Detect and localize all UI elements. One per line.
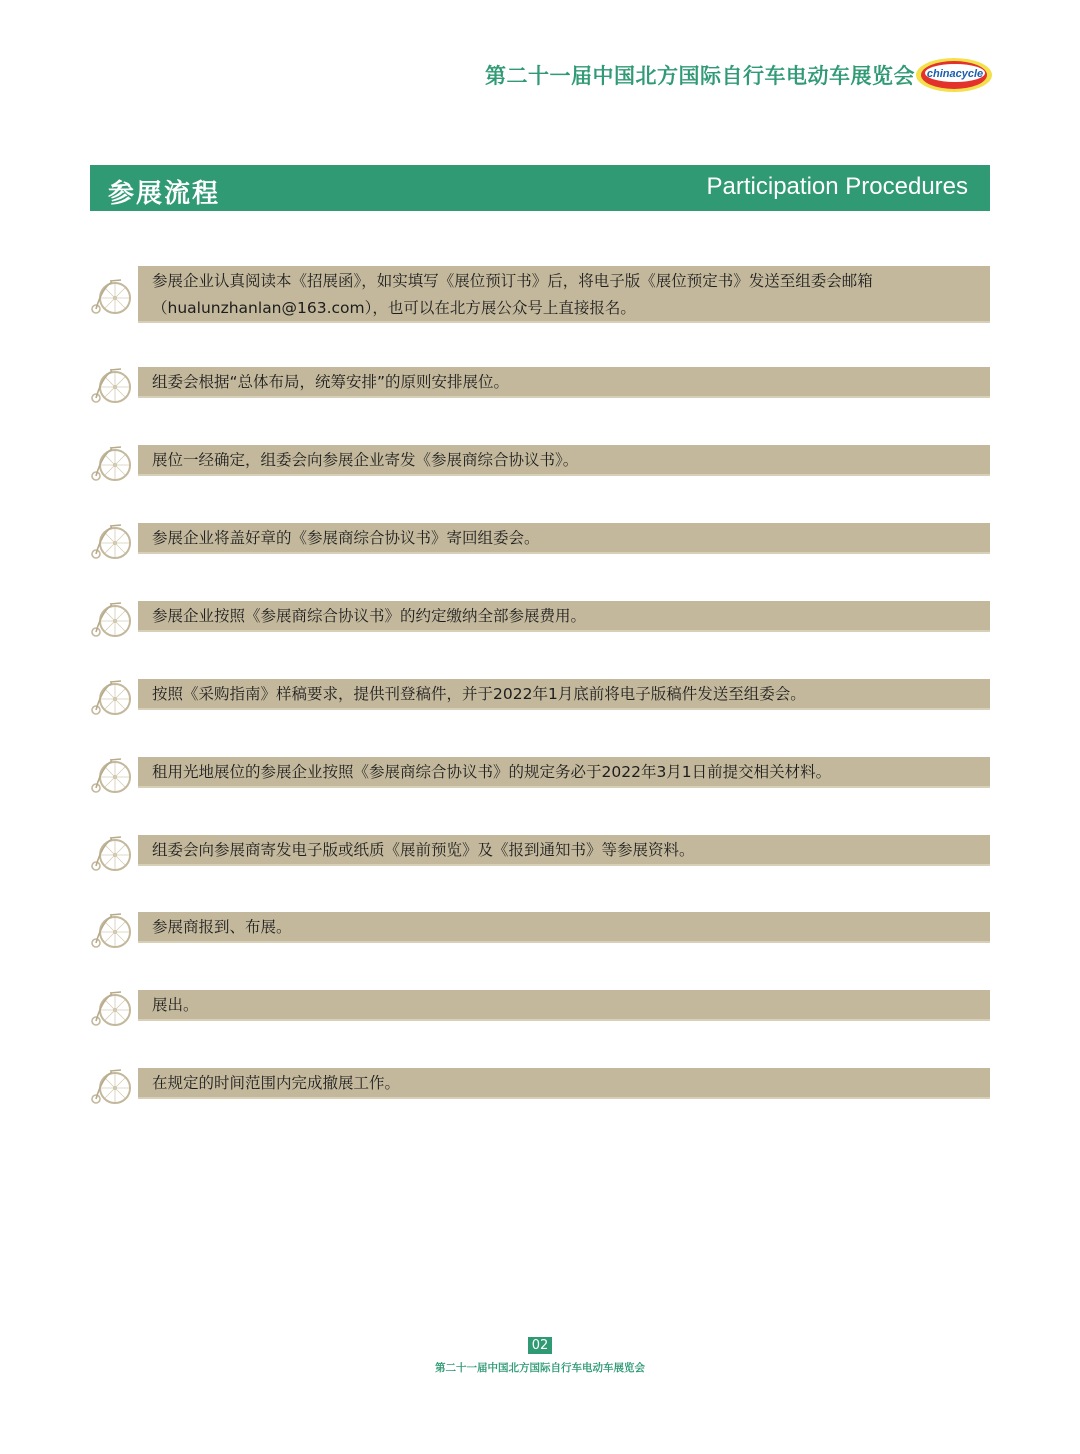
section-banner [90, 165, 990, 211]
page-number: 02 [528, 1337, 552, 1354]
penny-farthing-bicycle-icon [90, 831, 134, 873]
penny-farthing-bicycle-icon [90, 675, 134, 717]
step-item [90, 1068, 990, 1099]
step-text-line: （hualunzhanlan@163.com），也可以在北方展公众号上直接报名。 [152, 299, 636, 317]
step-text: 组委会根据“总体布局，统筹安排”的原则安排展位。 [152, 373, 510, 391]
penny-farthing-bicycle-icon [90, 597, 134, 639]
penny-farthing-bicycle-icon [90, 753, 134, 795]
step-item [90, 266, 990, 323]
step-item [90, 367, 990, 398]
penny-farthing-bicycle-icon [90, 274, 134, 316]
penny-farthing-bicycle-icon [90, 519, 134, 561]
logo-text: chinacycle [926, 68, 984, 80]
banner-title-cn: 参展流程 [108, 179, 221, 209]
penny-farthing-bicycle-icon [90, 908, 134, 950]
step-text: 展位一经确定，组委会向参展企业寄发《参展商综合协议书》。 [152, 451, 579, 469]
header-title: 第二十一届中国北方国际自行车电动车展览会 [485, 64, 915, 88]
penny-farthing-bicycle-icon [90, 363, 134, 405]
penny-farthing-bicycle-icon [90, 986, 134, 1028]
step-text: 租用光地展位的参展企业按照《参展商综合协议书》的规定务必于2022年3月1日前提交相关材料。 [152, 763, 832, 781]
footer-title: 第二十一届中国北方国际自行车电动车展览会 [435, 1362, 645, 1374]
step-text: 参展企业将盖好章的《参展商综合协议书》寄回组委会。 [152, 529, 540, 547]
step-item [90, 679, 990, 710]
step-item [90, 990, 990, 1021]
step-item [90, 445, 990, 476]
penny-farthing-bicycle-icon [90, 441, 134, 483]
step-item [90, 757, 990, 788]
chinacycle-logo [914, 56, 994, 94]
penny-farthing-bicycle-icon [90, 1064, 134, 1106]
step-text: 参展企业按照《参展商综合协议书》的约定缴纳全部参展费用。 [152, 607, 587, 625]
step-text: 在规定的时间范围内完成撤展工作。 [152, 1074, 401, 1092]
step-item [90, 835, 990, 866]
step-item [90, 912, 990, 943]
step-text: 参展商报到、布展。 [152, 918, 292, 936]
step-text-line: 参展企业认真阅读本《招展函》，如实填写《展位预订书》后，将电子版《展位预定书》发送至组委会邮箱 [152, 272, 873, 290]
step-item [90, 523, 990, 554]
step-text: 组委会向参展商寄发电子版或纸质《展前预览》及《报到通知书》等参展资料。 [152, 841, 695, 859]
step-text: 按照《采购指南》样稿要求，提供刊登稿件，并于2022年1月底前将电子版稿件发送至组委会。 [152, 685, 806, 703]
step-item [90, 601, 990, 632]
banner-title-en: Participation Procedures [706, 173, 968, 200]
step-text: 展出。 [152, 996, 199, 1014]
